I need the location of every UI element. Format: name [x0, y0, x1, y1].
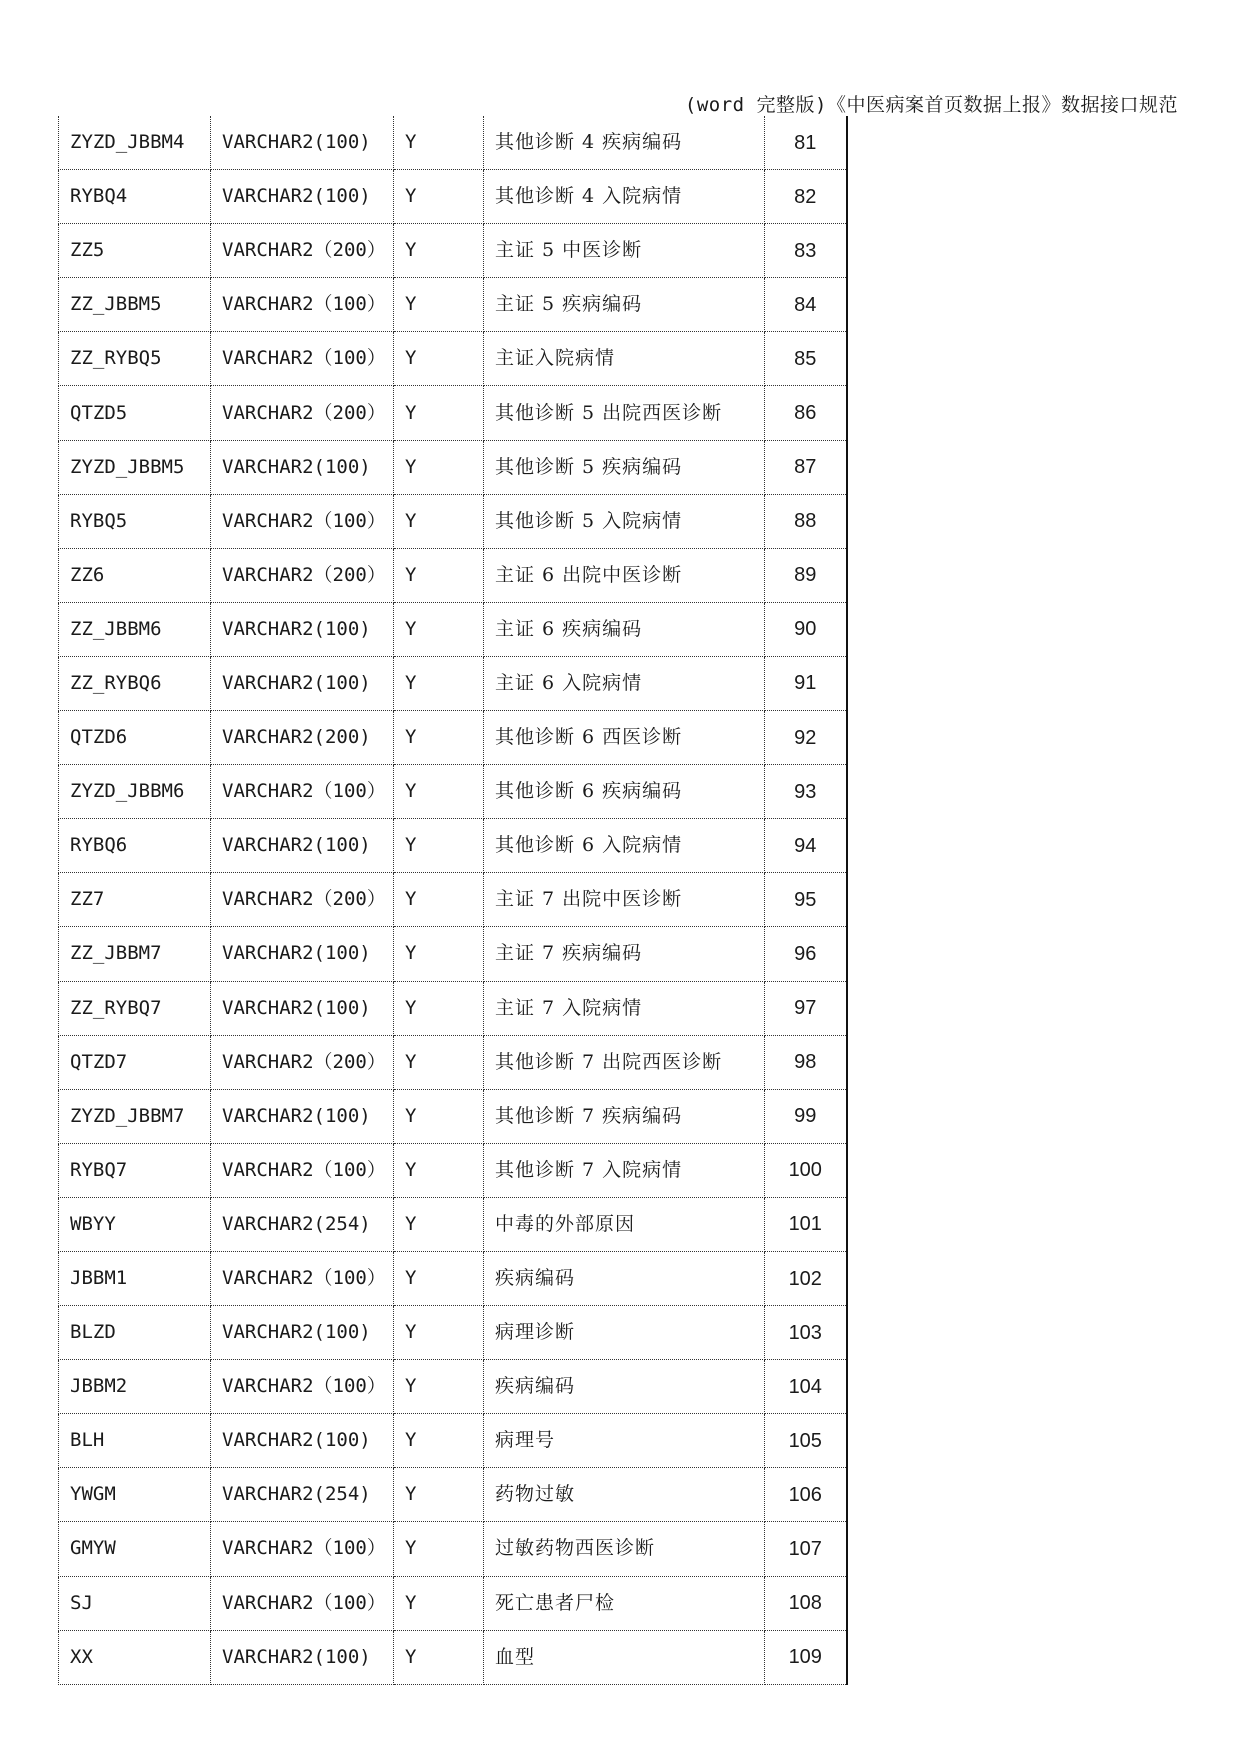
field-type-cell: VARCHAR2（100）: [211, 1576, 394, 1630]
field-description-cell: 主证 6 疾病编码: [484, 602, 765, 656]
field-description-cell: 疾病编码: [484, 1251, 765, 1305]
table-row: [59, 224, 847, 278]
field-description-cell: 主证 7 出院中医诊断: [484, 873, 765, 927]
field-sequence-cell: 82: [765, 170, 847, 224]
field-type-cell: VARCHAR2（200）: [211, 1035, 394, 1089]
field-description-cell: 主证 7 疾病编码: [484, 927, 765, 981]
field-nullable-cell: Y: [394, 1576, 484, 1630]
field-name-cell: XX: [59, 1630, 211, 1684]
field-type-cell: VARCHAR2(254): [211, 1468, 394, 1522]
field-type-cell: VARCHAR2(100): [211, 656, 394, 710]
field-description-cell: 其他诊断 7 出院西医诊断: [484, 1035, 765, 1089]
table-row: [59, 656, 847, 710]
field-sequence-cell: 106: [765, 1468, 847, 1522]
field-type-cell: VARCHAR2(100): [211, 1414, 394, 1468]
field-description-cell: 中毒的外部原因: [484, 1197, 765, 1251]
table-row: [59, 1035, 847, 1089]
field-description-cell: 主证 6 入院病情: [484, 656, 765, 710]
table-row: [59, 1576, 847, 1630]
field-type-cell: VARCHAR2(100): [211, 440, 394, 494]
field-nullable-cell: Y: [394, 1143, 484, 1197]
field-type-cell: VARCHAR2（100）: [211, 1522, 394, 1576]
field-sequence-cell: 86: [765, 386, 847, 440]
field-type-cell: VARCHAR2(100): [211, 1306, 394, 1360]
table-row: [59, 1522, 847, 1576]
table-row: [59, 602, 847, 656]
table-row: [59, 1306, 847, 1360]
field-type-cell: VARCHAR2(100): [211, 1089, 394, 1143]
field-nullable-cell: Y: [394, 1468, 484, 1522]
field-description-cell: 其他诊断 4 疾病编码: [484, 116, 765, 170]
field-type-cell: VARCHAR2（200）: [211, 224, 394, 278]
field-description-cell: 疾病编码: [484, 1360, 765, 1414]
field-nullable-cell: Y: [394, 1251, 484, 1305]
field-nullable-cell: Y: [394, 656, 484, 710]
page-header: (word 完整版)《中医病案首页数据上报》数据接口规范: [684, 94, 1178, 116]
field-description-cell: 其他诊断 7 入院病情: [484, 1143, 765, 1197]
field-nullable-cell: Y: [394, 1630, 484, 1684]
field-sequence-cell: 88: [765, 494, 847, 548]
field-description-cell: 其他诊断 5 疾病编码: [484, 440, 765, 494]
field-type-cell: VARCHAR2（100）: [211, 332, 394, 386]
field-description-cell: 主证 5 中医诊断: [484, 224, 765, 278]
table-row: [59, 927, 847, 981]
field-nullable-cell: Y: [394, 1035, 484, 1089]
field-description-cell: 血型: [484, 1630, 765, 1684]
table-row: [59, 765, 847, 819]
field-name-cell: BLZD: [59, 1306, 211, 1360]
field-type-cell: VARCHAR2(100): [211, 602, 394, 656]
field-description-cell: 其他诊断 5 入院病情: [484, 494, 765, 548]
field-description-cell: 主证入院病情: [484, 332, 765, 386]
field-nullable-cell: Y: [394, 386, 484, 440]
field-sequence-cell: 97: [765, 981, 847, 1035]
field-type-cell: VARCHAR2(254): [211, 1197, 394, 1251]
field-description-cell: 过敏药物西医诊断: [484, 1522, 765, 1576]
field-name-cell: ZYZD_JBBM5: [59, 440, 211, 494]
field-sequence-cell: 103: [765, 1306, 847, 1360]
field-type-cell: VARCHAR2(100): [211, 981, 394, 1035]
field-sequence-cell: 109: [765, 1630, 847, 1684]
field-name-cell: ZZ_JBBM6: [59, 602, 211, 656]
table-row: [59, 170, 847, 224]
field-nullable-cell: Y: [394, 116, 484, 170]
field-sequence-cell: 95: [765, 873, 847, 927]
field-description-cell: 其他诊断 6 疾病编码: [484, 765, 765, 819]
field-type-cell: VARCHAR2（100）: [211, 278, 394, 332]
field-name-cell: RYBQ6: [59, 819, 211, 873]
field-type-cell: VARCHAR2(200): [211, 711, 394, 765]
table-row: [59, 873, 847, 927]
field-sequence-cell: 85: [765, 332, 847, 386]
field-name-cell: JBBM2: [59, 1360, 211, 1414]
field-nullable-cell: Y: [394, 873, 484, 927]
field-nullable-cell: Y: [394, 602, 484, 656]
field-sequence-cell: 99: [765, 1089, 847, 1143]
field-type-cell: VARCHAR2（100）: [211, 765, 394, 819]
field-sequence-cell: 87: [765, 440, 847, 494]
field-name-cell: ZZ_RYBQ6: [59, 656, 211, 710]
field-nullable-cell: Y: [394, 548, 484, 602]
table-row: [59, 981, 847, 1035]
field-nullable-cell: Y: [394, 1089, 484, 1143]
field-sequence-cell: 96: [765, 927, 847, 981]
field-nullable-cell: Y: [394, 278, 484, 332]
table-row: [59, 711, 847, 765]
field-name-cell: ZZ_RYBQ7: [59, 981, 211, 1035]
field-sequence-cell: 89: [765, 548, 847, 602]
field-nullable-cell: Y: [394, 1306, 484, 1360]
field-sequence-cell: 101: [765, 1197, 847, 1251]
field-type-cell: VARCHAR2（200）: [211, 873, 394, 927]
field-nullable-cell: Y: [394, 1522, 484, 1576]
field-name-cell: QTZD5: [59, 386, 211, 440]
table-row: [59, 1360, 847, 1414]
field-sequence-cell: 94: [765, 819, 847, 873]
field-name-cell: ZYZD_JBBM6: [59, 765, 211, 819]
field-spec-table: [58, 116, 848, 1685]
field-type-cell: VARCHAR2（100）: [211, 494, 394, 548]
table-row: [59, 819, 847, 873]
field-sequence-cell: 107: [765, 1522, 847, 1576]
table-row: [59, 1197, 847, 1251]
field-name-cell: SJ: [59, 1576, 211, 1630]
field-nullable-cell: Y: [394, 765, 484, 819]
field-sequence-cell: 100: [765, 1143, 847, 1197]
field-name-cell: RYBQ7: [59, 1143, 211, 1197]
field-type-cell: VARCHAR2(100): [211, 170, 394, 224]
field-sequence-cell: 81: [765, 116, 847, 170]
field-sequence-cell: 102: [765, 1251, 847, 1305]
field-nullable-cell: Y: [394, 1414, 484, 1468]
field-nullable-cell: Y: [394, 1197, 484, 1251]
field-name-cell: QTZD6: [59, 711, 211, 765]
field-sequence-cell: 90: [765, 602, 847, 656]
field-name-cell: ZZ6: [59, 548, 211, 602]
field-sequence-cell: 93: [765, 765, 847, 819]
field-name-cell: ZZ_JBBM7: [59, 927, 211, 981]
field-name-cell: ZYZD_JBBM4: [59, 116, 211, 170]
field-sequence-cell: 104: [765, 1360, 847, 1414]
field-sequence-cell: 91: [765, 656, 847, 710]
field-description-cell: 病理号: [484, 1414, 765, 1468]
field-type-cell: VARCHAR2（200）: [211, 548, 394, 602]
field-name-cell: ZZ_JBBM5: [59, 278, 211, 332]
field-type-cell: VARCHAR2（100）: [211, 1360, 394, 1414]
field-name-cell: JBBM1: [59, 1251, 211, 1305]
table-row: [59, 548, 847, 602]
table-row: [59, 1468, 847, 1522]
field-description-cell: 其他诊断 6 西医诊断: [484, 711, 765, 765]
field-nullable-cell: Y: [394, 1360, 484, 1414]
field-name-cell: WBYY: [59, 1197, 211, 1251]
field-nullable-cell: Y: [394, 224, 484, 278]
table-row: [59, 440, 847, 494]
field-description-cell: 其他诊断 4 入院病情: [484, 170, 765, 224]
field-description-cell: 病理诊断: [484, 1306, 765, 1360]
field-description-cell: 主证 7 入院病情: [484, 981, 765, 1035]
field-description-cell: 药物过敏: [484, 1468, 765, 1522]
table-body: [59, 116, 847, 1684]
field-sequence-cell: 92: [765, 711, 847, 765]
field-description-cell: 主证 5 疾病编码: [484, 278, 765, 332]
field-name-cell: RYBQ4: [59, 170, 211, 224]
field-name-cell: ZZ_RYBQ5: [59, 332, 211, 386]
field-nullable-cell: Y: [394, 332, 484, 386]
field-name-cell: ZZ7: [59, 873, 211, 927]
table-row: [59, 1089, 847, 1143]
field-type-cell: VARCHAR2（100）: [211, 1251, 394, 1305]
table-row: [59, 116, 847, 170]
field-description-cell: 死亡患者尸检: [484, 1576, 765, 1630]
field-description-cell: 其他诊断 6 入院病情: [484, 819, 765, 873]
table-row: [59, 386, 847, 440]
field-name-cell: YWGM: [59, 1468, 211, 1522]
table-row: [59, 1630, 847, 1684]
table-row: [59, 332, 847, 386]
field-name-cell: BLH: [59, 1414, 211, 1468]
field-name-cell: ZYZD_JBBM7: [59, 1089, 211, 1143]
field-type-cell: VARCHAR2(100): [211, 927, 394, 981]
field-description-cell: 其他诊断 7 疾病编码: [484, 1089, 765, 1143]
field-name-cell: ZZ5: [59, 224, 211, 278]
field-nullable-cell: Y: [394, 494, 484, 548]
field-nullable-cell: Y: [394, 170, 484, 224]
field-sequence-cell: 105: [765, 1414, 847, 1468]
field-type-cell: VARCHAR2（100）: [211, 1143, 394, 1197]
field-sequence-cell: 84: [765, 278, 847, 332]
field-type-cell: VARCHAR2(100): [211, 116, 394, 170]
field-name-cell: QTZD7: [59, 1035, 211, 1089]
field-nullable-cell: Y: [394, 981, 484, 1035]
table-row: [59, 494, 847, 548]
field-nullable-cell: Y: [394, 819, 484, 873]
field-sequence-cell: 98: [765, 1035, 847, 1089]
field-name-cell: RYBQ5: [59, 494, 211, 548]
table-row: [59, 278, 847, 332]
field-description-cell: 其他诊断 5 出院西医诊断: [484, 386, 765, 440]
table-row: [59, 1414, 847, 1468]
field-name-cell: GMYW: [59, 1522, 211, 1576]
field-nullable-cell: Y: [394, 927, 484, 981]
field-nullable-cell: Y: [394, 711, 484, 765]
table-row: [59, 1143, 847, 1197]
field-type-cell: VARCHAR2(100): [211, 819, 394, 873]
field-sequence-cell: 83: [765, 224, 847, 278]
field-description-cell: 主证 6 出院中医诊断: [484, 548, 765, 602]
field-type-cell: VARCHAR2(100): [211, 1630, 394, 1684]
field-sequence-cell: 108: [765, 1576, 847, 1630]
field-type-cell: VARCHAR2（200）: [211, 386, 394, 440]
table-row: [59, 1251, 847, 1305]
field-nullable-cell: Y: [394, 440, 484, 494]
